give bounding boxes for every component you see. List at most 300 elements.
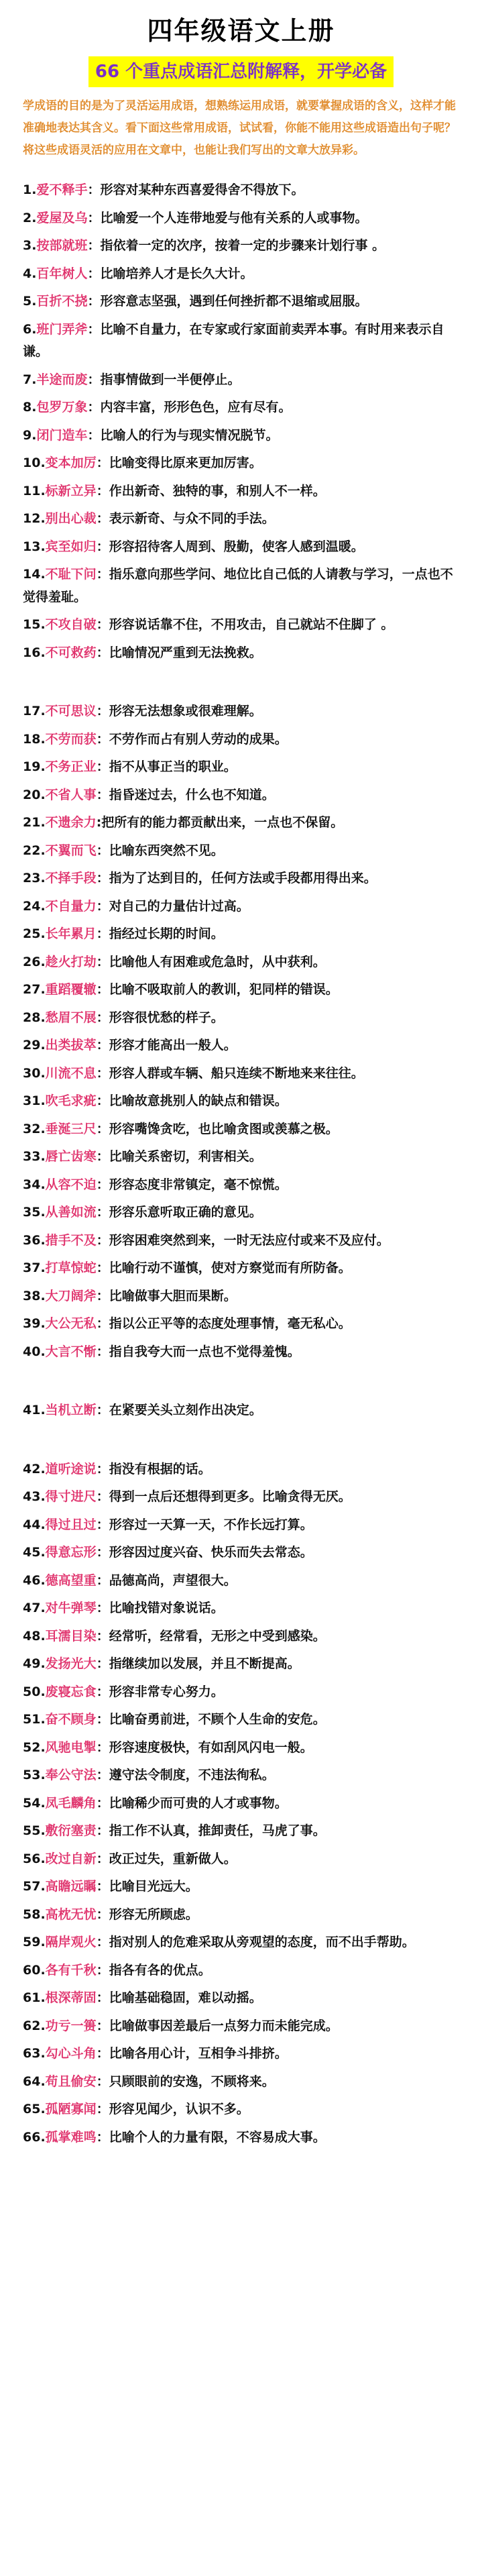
idiom-term: 长年累月 [45, 926, 97, 941]
entry-separator: ： [87, 400, 101, 415]
entry-separator: ： [87, 210, 101, 225]
idiom-definition: 形容见闻少，认识不多。 [109, 2102, 249, 2116]
idiom-definition: 比喻变得比原来更加厉害。 [109, 455, 262, 470]
idiom-entry [23, 1904, 459, 1927]
idiom-definition: 指依着一定的次序，按着一定的步骤来计划行事 。 [100, 238, 385, 253]
entry-number: 28. [23, 1010, 46, 1025]
entry-number: 3. [23, 238, 37, 253]
entry-separator: ： [96, 1093, 109, 1108]
idiom-entry [23, 700, 459, 723]
idiom-term: 班门弄斧 [36, 321, 88, 337]
idiom-entry [23, 1848, 459, 1871]
entry-number: 36. [23, 1232, 46, 1248]
entry-number: 18. [23, 731, 46, 747]
idiom-entry [23, 1820, 459, 1843]
entry-number: 15. [23, 617, 46, 632]
idiom-definition: 形容无法想象或很难理解。 [109, 704, 262, 718]
idiom-entry [23, 1570, 459, 1593]
idiom-entry [23, 369, 459, 392]
idiom-definition: 指对别人的危难采取从旁观望的态度，而不出手帮助。 [109, 1935, 415, 1949]
idiom-entry [23, 536, 459, 559]
idiom-definition: 形容招待客人周到、殷勤，使客人感到温暖。 [109, 539, 364, 554]
entry-number: 29. [23, 1038, 46, 1053]
idiom-entry [23, 1230, 459, 1252]
idiom-definition: 比喻个人的力量有限，不容易成大事。 [109, 2129, 326, 2145]
idiom-term: 奋不顾身 [45, 1712, 97, 1727]
entry-number: 13. [23, 539, 46, 554]
entry-number: 58. [23, 1907, 46, 1922]
idiom-term: 敷衍塞责 [45, 1823, 97, 1838]
idiom-term: 包罗万象 [36, 400, 88, 415]
entry-separator: ： [96, 759, 109, 774]
idiom-entry [23, 1090, 459, 1113]
entry-number: 24. [23, 898, 46, 914]
idiom-list [23, 179, 459, 2149]
idiom-definition: 在紧要关头立刻作出决定。 [109, 1403, 262, 1417]
idiom-definition: 形容对某种东西喜爱得舍不得放下。 [100, 182, 304, 197]
entry-separator: ： [96, 704, 109, 718]
idiom-term: 不自量力 [45, 898, 97, 914]
idiom-definition: 表示新奇、与众不同的手法。 [109, 511, 275, 526]
entry-separator: ： [96, 1823, 109, 1838]
entry-number: 22. [23, 843, 46, 858]
entry-separator: ： [96, 1935, 109, 1949]
idiom-definition: 比喻东西突然不见。 [109, 843, 224, 858]
entry-number: 61. [23, 1990, 46, 2005]
idiom-entry [23, 1146, 459, 1169]
idiom-term: 愁眉不展 [45, 1010, 97, 1025]
idiom-entry [23, 207, 459, 230]
entry-separator: ： [96, 2074, 109, 2089]
entry-separator: ： [96, 982, 109, 997]
entry-number: 50. [23, 1684, 46, 1699]
entry-separator: ： [96, 1316, 109, 1331]
entry-separator: ： [96, 1545, 109, 1560]
entry-number: 38. [23, 1288, 46, 1303]
idiom-term: 川流不息 [45, 1065, 97, 1081]
entry-number: 42. [23, 1461, 46, 1477]
idiom-entry [23, 396, 459, 419]
idiom-definition: 指为了达到目的，任何方法或手段都用得出来。 [109, 871, 377, 885]
entry-number: 60. [23, 1962, 46, 1978]
idiom-definition: 形容态度非常镇定，毫不惊慌。 [109, 1177, 288, 1192]
entry-separator: ： [96, 1461, 109, 1477]
entry-separator: ： [96, 1795, 109, 1811]
idiom-entry [23, 729, 459, 751]
entry-number: 57. [23, 1879, 46, 1894]
idiom-definition: 比喻做事大胆而果断。 [109, 1288, 237, 1303]
entry-number: 33. [23, 1149, 46, 1164]
idiom-entry [23, 179, 459, 202]
idiom-term: 德高望重 [45, 1572, 97, 1588]
idiom-definition: 比喻故意挑别人的缺点和错误。 [109, 1093, 288, 1108]
page-title: 四年级语文上册 [147, 16, 335, 46]
idiom-entry [23, 979, 459, 1002]
entry-number: 12. [23, 511, 46, 526]
entry-separator: ： [87, 427, 101, 443]
idiom-term: 凤毛麟角 [45, 1795, 97, 1811]
idiom-entry [23, 1007, 459, 1030]
entry-separator: ： [96, 1232, 109, 1248]
idiom-definition: 指各有各的优点。 [109, 1962, 211, 1978]
entry-separator: ： [96, 954, 109, 969]
idiom-definition: 比喻各用心计，互相争斗排挤。 [109, 2046, 288, 2061]
entry-number: 44. [23, 1517, 46, 1532]
entry-number: 25. [23, 926, 46, 941]
idiom-term: 吹毛求疵 [45, 1093, 97, 1108]
entry-separator: ： [96, 1712, 109, 1727]
entry-number: 54. [23, 1795, 46, 1811]
idiom-definition: 形容因过度兴奋、快乐而失去常态。 [109, 1545, 313, 1560]
subtitle-wrap [0, 56, 482, 87]
idiom-term: 道听途说 [45, 1461, 97, 1477]
idiom-term: 高瞻远瞩 [45, 1879, 97, 1894]
entry-separator: ： [96, 1149, 109, 1164]
idiom-definition: 作出新奇、独特的事，和别人不一样。 [109, 483, 326, 498]
entry-separator: ： [96, 1851, 109, 1866]
idiom-entry [23, 812, 459, 835]
entry-number: 63. [23, 2046, 46, 2061]
entry-separator: ： [96, 483, 109, 498]
idiom-term: 得意忘形 [45, 1545, 97, 1560]
idiom-entry [23, 756, 459, 779]
entry-number: 5. [23, 294, 37, 309]
idiom-entry [23, 1514, 459, 1537]
idiom-term: 半途而废 [36, 372, 88, 387]
entry-number: 46. [23, 1572, 46, 1588]
entry-number: 56. [23, 1851, 46, 1866]
entry-separator: ： [96, 871, 109, 885]
idiom-entry [23, 1063, 459, 1085]
idiom-term: 改过自新 [45, 1851, 97, 1866]
idiom-entry [23, 263, 459, 286]
idiom-definition: 形容意志坚强，遇到任何挫折都不退缩或屈服。 [100, 294, 368, 309]
idiom-term: 各有千秋 [45, 1962, 97, 1978]
idiom-term: 对牛弹琴 [45, 1601, 97, 1615]
idiom-term: 不遗余力 [45, 815, 97, 830]
idiom-entry [23, 319, 459, 364]
idiom-entry [23, 452, 459, 475]
idiom-term: 从善如流 [45, 1205, 97, 1220]
entry-separator: ： [96, 1879, 109, 1894]
idiom-entry [23, 1876, 459, 1898]
group-spacer [23, 669, 459, 700]
entry-separator: ： [96, 1628, 109, 1644]
idiom-entry [23, 1257, 459, 1280]
entry-separator: : [96, 815, 102, 830]
idiom-definition: 指昏迷过去，什么也不知道。 [109, 787, 275, 802]
idiom-term: 大刀阔斧 [45, 1288, 97, 1303]
idiom-definition: 品德高尚，声望很大。 [109, 1572, 237, 1588]
idiom-definition: 形容很忧愁的样子。 [109, 1010, 224, 1025]
entry-separator: ： [96, 1177, 109, 1192]
entry-number: 11. [23, 483, 46, 498]
entry-number: 37. [23, 1260, 46, 1275]
idiom-entry [23, 235, 459, 258]
idiom-entry [23, 1201, 459, 1224]
entry-separator: ： [96, 511, 109, 526]
idiom-entry [23, 1737, 459, 1760]
idiom-definition: 比喻关系密切，利害相关。 [109, 1149, 262, 1164]
idiom-term: 废寝忘食 [45, 1684, 97, 1699]
entry-separator: ： [87, 238, 101, 253]
entry-number: 2. [23, 210, 37, 225]
idiom-term: 重蹈覆辙 [45, 982, 97, 997]
idiom-entry [23, 1486, 459, 1509]
entry-number: 41. [23, 1403, 46, 1417]
entry-separator: ： [96, 731, 109, 747]
idiom-term: 不翼而飞 [45, 843, 97, 858]
entry-number: 64. [23, 2074, 46, 2089]
entry-separator: ： [96, 1260, 109, 1275]
entry-separator: ： [96, 2102, 109, 2116]
entry-number: 47. [23, 1601, 46, 1615]
idiom-entry [23, 1542, 459, 1564]
entry-number: 52. [23, 1739, 46, 1755]
idiom-definition: 形容嘴馋贪吃，也比喻贪图或羡慕之极。 [109, 1121, 339, 1136]
idiom-term: 功亏一篑 [45, 2018, 97, 2033]
intro-paragraph: 学成语的目的是为了灵活运用成语，想熟练运用成语，就要掌握成语的含义，这样才能准确地表达其含义。看下面这些常用成语，试试看，你能不能用这些成语造出句子呢？将这些成语灵活的应用在文章中，也能让我们写出的文章大放异彩。 [23, 99, 456, 157]
idiom-entry [23, 508, 459, 531]
entry-separator: ： [96, 1907, 109, 1922]
entry-separator: ： [87, 321, 101, 337]
idiom-definition: 比喻稀少而可贵的人才或事物。 [109, 1795, 288, 1811]
idiom-definition: 遵守法令制度，不违法徇私。 [109, 1768, 275, 1782]
entry-separator: ： [96, 2129, 109, 2145]
idiom-entry [23, 1118, 459, 1141]
entry-separator: ： [96, 1288, 109, 1303]
entry-separator: ： [96, 898, 109, 914]
entry-number: 48. [23, 1628, 46, 1644]
idiom-definition: 比喻奋勇前进，不顾个人生命的安危。 [109, 1712, 326, 1727]
idiom-term: 发扬光大 [45, 1656, 97, 1671]
idiom-definition: 比喻基础稳固，难以动摇。 [109, 1990, 262, 2005]
idiom-definition: 只顾眼前的安逸，不顾将来。 [109, 2074, 275, 2089]
idiom-entry [23, 1960, 459, 1982]
idiom-definition: 形容过一天算一天，不作长远打算。 [109, 1517, 313, 1532]
idiom-definition: 形容乐意听取正确的意见。 [109, 1205, 262, 1220]
entry-separator: ： [96, 926, 109, 941]
idiom-term: 变本加厉 [45, 455, 97, 470]
idiom-entry [23, 867, 459, 890]
idiom-term: 不可思议 [45, 704, 97, 718]
entry-number: 10. [23, 455, 46, 470]
idiom-entry [23, 1653, 459, 1676]
idiom-definition: 比喻培养人才是长久大计。 [100, 266, 253, 281]
entry-number: 17. [23, 704, 46, 718]
idiom-term: 按部就班 [36, 238, 88, 253]
entry-number: 39. [23, 1316, 46, 1331]
entry-number: 49. [23, 1656, 46, 1671]
entry-number: 23. [23, 871, 46, 885]
entry-separator: ： [96, 1205, 109, 1220]
idiom-term: 得寸进尺 [45, 1489, 97, 1504]
idiom-definition: 形容无所顾虑。 [109, 1907, 198, 1922]
idiom-term: 不可救药 [45, 645, 97, 660]
entry-number: 62. [23, 2018, 46, 2033]
idiom-definition: 形容困难突然到来，一时无法应付或来不及应付。 [109, 1232, 389, 1248]
entry-separator: ： [87, 182, 101, 197]
entry-separator: ： [96, 1403, 109, 1417]
idiom-entry [23, 1709, 459, 1731]
entry-number: 1. [23, 182, 37, 197]
idiom-definition: 改正过失，重新做人。 [109, 1851, 237, 1866]
entry-separator: ： [96, 1739, 109, 1755]
idiom-definition: 不劳作而占有别人劳动的成果。 [109, 731, 288, 747]
idiom-entry [23, 480, 459, 503]
idiom-definition: 比喻找错对象说话。 [109, 1601, 224, 1615]
entry-number: 43. [23, 1489, 46, 1504]
entry-separator: ： [96, 1517, 109, 1532]
idiom-term: 风驰电掣 [45, 1739, 97, 1755]
idiom-term: 宾至如归 [45, 539, 97, 554]
idiom-entry [23, 1792, 459, 1815]
idiom-term: 垂涎三尺 [45, 1121, 97, 1136]
entry-number: 20. [23, 787, 46, 802]
idiom-entry [23, 614, 459, 637]
entry-number: 65. [23, 2102, 46, 2116]
idiom-entry [23, 1681, 459, 1704]
idiom-definition: 指自我夸大而一点也不觉得羞愧。 [109, 1344, 300, 1359]
entry-number: 27. [23, 982, 46, 997]
entry-separator: ： [96, 787, 109, 802]
entry-number: 9. [23, 427, 37, 443]
idiom-term: 爱屋及乌 [36, 210, 88, 225]
idiom-definition: 得到一点后还想得到更多。比喻贪得无厌。 [109, 1489, 351, 1504]
idiom-entry [23, 425, 459, 447]
entry-separator: ： [96, 567, 109, 582]
entry-separator: ： [96, 617, 109, 632]
idiom-definition: 比喻不自量力，在专家或行家面前卖弄本事。有时用来表示自谦。 [23, 321, 444, 359]
entry-number: 66. [23, 2129, 46, 2145]
idiom-entry [23, 923, 459, 946]
idiom-term: 苟且偷安 [45, 2074, 97, 2089]
entry-separator: ： [96, 2018, 109, 2033]
idiom-entry [23, 2043, 459, 2065]
idiom-term: 爱不释手 [36, 182, 88, 197]
idiom-term: 不择手段 [45, 871, 97, 885]
idiom-term: 大言不惭 [45, 1344, 97, 1359]
idiom-entry [23, 1313, 459, 1336]
entry-separator: ： [96, 843, 109, 858]
entry-number: 7. [23, 372, 37, 387]
entry-number: 40. [23, 1344, 46, 1359]
entry-number: 16. [23, 645, 46, 660]
idiom-definition: 对自己的力量估计过高。 [109, 898, 249, 914]
idiom-definition: 内容丰富，形形色色，应有尽有。 [100, 400, 292, 415]
idiom-definition: 比喻爱一个人连带地爱与他有关系的人或事物。 [100, 210, 368, 225]
entry-number: 59. [23, 1935, 46, 1949]
idiom-term: 打草惊蛇 [45, 1260, 97, 1275]
idiom-entry [23, 784, 459, 807]
entry-separator: ： [96, 1990, 109, 2005]
entry-number: 55. [23, 1823, 46, 1838]
entry-number: 8. [23, 400, 37, 415]
idiom-definition: 指乐意向那些学问、地位比自己低的人请教与学习，一点也不觉得羞耻。 [23, 567, 453, 604]
idiom-entry [23, 1034, 459, 1057]
idiom-term: 从容不迫 [45, 1177, 97, 1192]
idiom-term: 不攻自破 [45, 617, 97, 632]
idiom-entry [23, 1399, 459, 1422]
idiom-term: 隔岸观火 [45, 1935, 97, 1949]
idiom-term: 不务正业 [45, 759, 97, 774]
entry-number: 26. [23, 954, 46, 969]
entry-separator: ： [96, 1010, 109, 1025]
idiom-definition: 形容速度极快，有如刮风闪电一般。 [109, 1739, 313, 1755]
entry-separator: ： [96, 1065, 109, 1081]
idiom-definition: 形容说话靠不住，不用攻击，自己就站不住脚了 。 [109, 617, 394, 632]
entry-number: 35. [23, 1205, 46, 1220]
idiom-entry [23, 1931, 459, 1954]
group-spacer [23, 1428, 459, 1458]
entry-separator: ： [96, 1121, 109, 1136]
entry-separator: ： [96, 1572, 109, 1588]
entry-separator: ： [87, 372, 101, 387]
entry-number: 31. [23, 1093, 46, 1108]
entry-separator: ： [96, 1489, 109, 1504]
page-subtitle: 66 个重点成语汇总附解释，开学必备 [88, 56, 394, 87]
idiom-definition: 比喻行动不谨慎，使对方察觉而有所防备。 [109, 1260, 351, 1275]
idiom-entry [23, 642, 459, 665]
idiom-entry [23, 1625, 459, 1648]
idiom-term: 奉公守法 [45, 1768, 97, 1782]
idiom-definition: 指工作不认真，推卸责任，马虎了事。 [109, 1823, 326, 1838]
entry-number: 30. [23, 1065, 46, 1081]
idiom-entry [23, 1597, 459, 1620]
idiom-term: 不劳而获 [45, 731, 97, 747]
idiom-entry [23, 896, 459, 918]
entry-separator: ： [96, 1601, 109, 1615]
idiom-definition: 指以公正平等的态度处理事情，毫无私心。 [109, 1316, 351, 1331]
idiom-term: 孤掌难鸣 [45, 2129, 97, 2145]
idiom-entry [23, 564, 459, 608]
idiom-definition: 指继续加以发展，并且不断提高。 [109, 1656, 300, 1671]
entry-separator: ： [87, 266, 101, 281]
idiom-definition: 比喻情况严重到无法挽救。 [109, 645, 262, 660]
idiom-entry [23, 840, 459, 863]
idiom-term: 百折不挠 [36, 294, 88, 309]
idiom-definition: 指经过长期的时间。 [109, 926, 224, 941]
entry-number: 32. [23, 1121, 46, 1136]
entry-number: 34. [23, 1177, 46, 1192]
idiom-term: 出类拔萃 [45, 1038, 97, 1053]
idiom-term: 标新立异 [45, 483, 97, 498]
idiom-term: 根深蒂固 [45, 1990, 97, 2005]
idiom-entry [23, 1285, 459, 1308]
idiom-definition: 比喻目光远大。 [109, 1879, 198, 1894]
idiom-term: 趁火打劫 [45, 954, 97, 969]
idiom-definition: 比喻他人有困难或危急时，从中获利。 [109, 954, 326, 969]
entry-number: 19. [23, 759, 46, 774]
idiom-definition: 把所有的能力都贡献出来，一点也不保留。 [101, 815, 344, 830]
idiom-entry [23, 290, 459, 313]
idiom-definition: 形容非常专心努力。 [109, 1684, 224, 1699]
entry-separator: ： [96, 645, 109, 660]
idiom-entry [23, 2127, 459, 2149]
entry-separator: ： [96, 1656, 109, 1671]
idiom-entry [23, 1341, 459, 1364]
idiom-definition: 比喻不吸取前人的教训，犯同样的错误。 [109, 982, 339, 997]
entry-separator: ： [96, 1768, 109, 1782]
idiom-term: 不耻下问 [45, 567, 97, 582]
entry-number: 53. [23, 1768, 46, 1782]
idiom-definition: 比喻做事因差最后一点努力而未能完成。 [109, 2018, 339, 2033]
entry-number: 14. [23, 567, 46, 582]
idiom-term: 大公无私 [45, 1316, 97, 1331]
idiom-entry [23, 2015, 459, 2038]
idiom-term: 高枕无忧 [45, 1907, 97, 1922]
idiom-term: 闭门造车 [36, 427, 88, 443]
